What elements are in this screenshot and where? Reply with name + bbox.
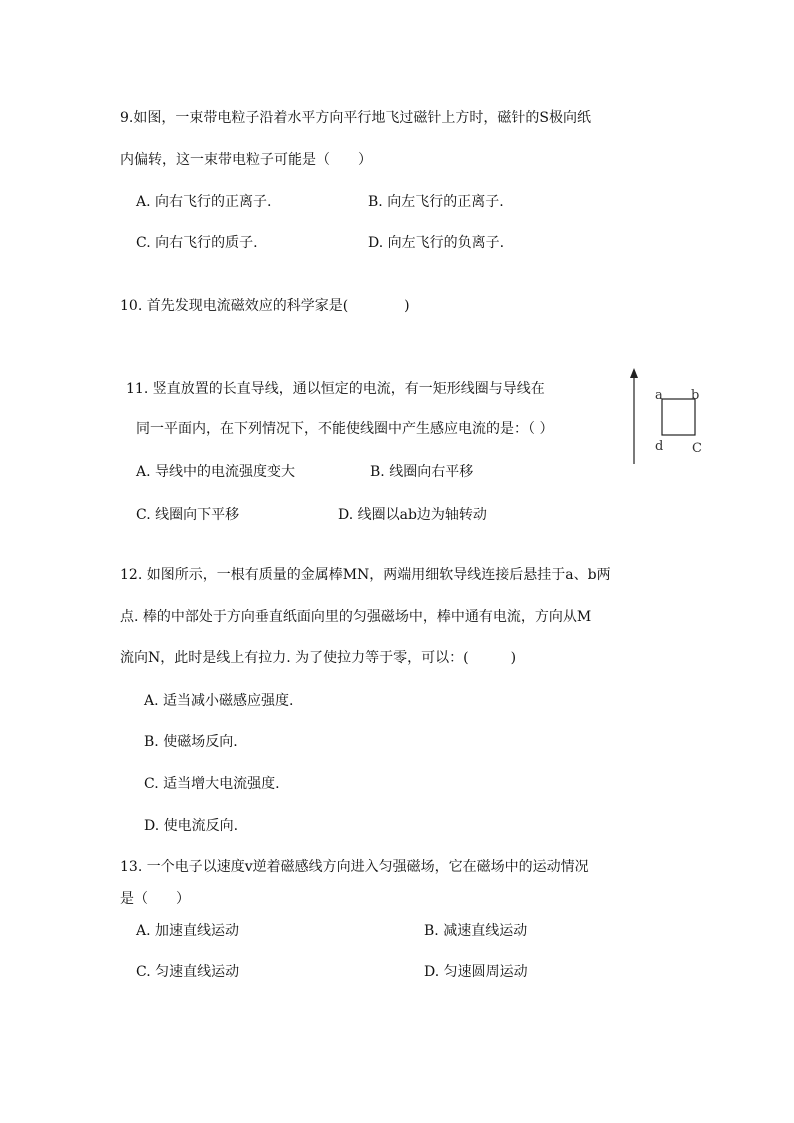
coil-label-d: d: [655, 439, 664, 454]
q13-stem-line2: 是（ ）: [120, 891, 190, 907]
q13-option-d: D. 匀速圆周运动: [424, 964, 528, 980]
q11-stem-line2: 同一平面内，在下列情况下，不能使线圈中产生感应电流的是：（ ）: [136, 421, 554, 437]
q11-option-a: A. 导线中的电流强度变大: [136, 464, 296, 480]
coil-label-b: b: [691, 388, 700, 403]
q9-option-a: A. 向右飞行的正离子.: [136, 194, 272, 210]
q11-stem-line1: 11. 竖直放置的长直导线，通以恒定的电流，有一矩形线圈与导线在: [126, 381, 545, 397]
q12-option-b: B. 使磁场反向.: [144, 734, 238, 750]
q9-stem-line1: 9.如图，一束带电粒子沿着水平方向平行地飞过磁针上方时，磁针的S极向纸: [120, 110, 591, 126]
current-arrow-icon: [630, 368, 638, 378]
q13-stem-line1: 13. 一个电子以速度v逆着磁感线方向进入匀强磁场，它在磁场中的运动情况: [120, 859, 589, 875]
q11-option-d: D. 线圈以ab边为轴转动: [338, 507, 487, 523]
q9-option-c: C. 向右飞行的质子.: [136, 235, 258, 251]
q12-option-c: C. 适当增大电流强度.: [144, 776, 280, 792]
q12-stem-line2: 点. 棒的中部处于方向垂直纸面向里的匀强磁场中，棒中通有电流，方向从M: [120, 609, 592, 625]
q13-option-b: B. 减速直线运动: [424, 923, 528, 939]
q12-stem-line1: 12. 如图所示，一根有质量的金属棒MN，两端用细软导线连接后悬挂于a、b两: [120, 567, 611, 583]
q10-stem: 10. 首先发现电流磁效应的科学家是( ): [120, 298, 410, 314]
coil-rectangle: [662, 399, 695, 435]
q13-option-c: C. 匀速直线运动: [136, 964, 240, 980]
q9-option-d: D. 向左飞行的负离子.: [368, 235, 505, 251]
q9-stem-line2: 内偏转，这一束带电粒子可能是（ ）: [120, 152, 372, 168]
q11-diagram: [624, 366, 710, 466]
q12-option-a: A. 适当减小磁感应强度.: [144, 693, 294, 709]
q11-diagram-svg: [624, 366, 710, 466]
q13-option-a: A. 加速直线运动: [136, 923, 240, 939]
q11-option-b: B. 线圈向右平移: [370, 464, 474, 480]
coil-label-a: a: [655, 388, 663, 403]
q9-option-b: B. 向左飞行的正离子.: [368, 194, 504, 210]
q12-option-d: D. 使电流反向.: [144, 818, 239, 834]
q12-stem-line3: 流向N，此时是线上有拉力. 为了使拉力等于零，可以：( ): [120, 650, 517, 666]
q11-option-c: C. 线圈向下平移: [136, 507, 240, 523]
coil-label-c: C: [692, 441, 702, 456]
